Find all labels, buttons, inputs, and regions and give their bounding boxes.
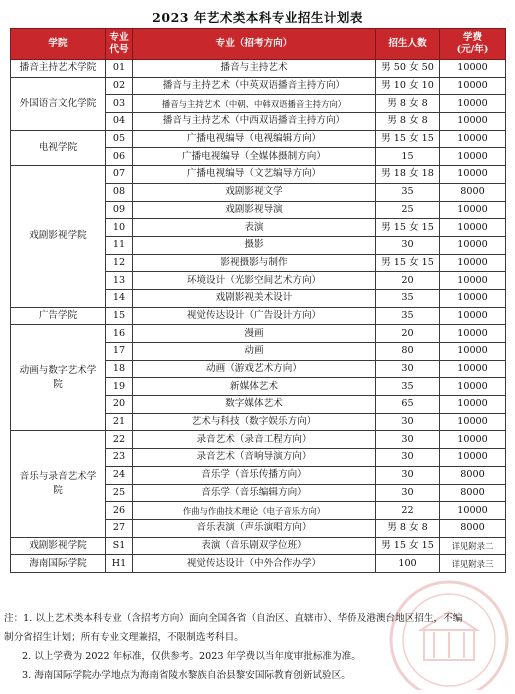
code-cell: 18: [106, 360, 133, 378]
fee-cell: 10000: [440, 113, 506, 131]
code-cell: 15: [106, 307, 133, 325]
code-cell: 23: [106, 449, 133, 467]
quota-cell: 30: [376, 360, 440, 378]
quota-cell: 男 15 女 15: [376, 130, 440, 148]
college-cell: 音乐与录音艺术学院: [11, 431, 106, 537]
fee-cell: 10000: [440, 219, 506, 237]
fee-cell: 10000: [440, 502, 506, 520]
quota-cell: 男 15 女 15: [376, 537, 440, 555]
major-cell: 新媒体艺术: [133, 378, 376, 396]
quota-cell: 20: [376, 272, 440, 290]
code-cell: 20: [106, 396, 133, 414]
college-cell: 动画与数字艺术学院: [11, 325, 106, 431]
table-row: [11, 60, 506, 78]
header-major: 专业（招考方向）: [133, 29, 376, 60]
fee-cell: 10000: [440, 77, 506, 95]
note-line: 制分省招生计划；所有专业文理兼招，不限制选考科目。: [4, 632, 244, 643]
college-cell: 电视学院: [11, 130, 106, 165]
code-cell: 19: [106, 378, 133, 396]
quota-cell: 35: [376, 307, 440, 325]
fee-cell: 8000: [440, 484, 506, 502]
major-cell: 录音艺术（录音工程方向）: [133, 431, 376, 449]
fee-cell: 10000: [440, 272, 506, 290]
fee-cell: 10000: [440, 201, 506, 219]
fee-cell: 10000: [440, 148, 506, 166]
college-cell: 播音主持艺术学院: [11, 60, 106, 78]
fee-cell: 10000: [440, 325, 506, 343]
fee-cell: 详见附录二: [440, 537, 506, 555]
code-cell: 13: [106, 272, 133, 290]
fee-cell: 10000: [440, 130, 506, 148]
major-cell: 漫画: [133, 325, 376, 343]
college-cell: 广告学院: [11, 307, 106, 325]
quota-cell: 25: [376, 201, 440, 219]
code-cell: 21: [106, 413, 133, 431]
table-row: [11, 537, 506, 555]
major-cell: 戏剧影视导演: [133, 201, 376, 219]
fee-cell: 10000: [440, 396, 506, 414]
quota-cell: 20: [376, 325, 440, 343]
quota-cell: 35: [376, 289, 440, 307]
fee-cell: 10000: [440, 449, 506, 467]
table-header-row: [11, 29, 506, 60]
fee-cell: 10000: [440, 254, 506, 272]
table-row: [11, 325, 506, 343]
quota-cell: 男 50 女 50: [376, 60, 440, 78]
quota-cell: 35: [376, 183, 440, 201]
quota-cell: 30: [376, 449, 440, 467]
major-cell: 作曲与作曲技术理论（电子音乐方向）: [133, 502, 376, 520]
code-cell: 27: [106, 519, 133, 537]
code-cell: 07: [106, 166, 133, 184]
major-cell: 戏剧影视美术设计: [133, 289, 376, 307]
header-quota: 招生人数: [376, 29, 440, 60]
major-cell: 录音艺术（音响导演方向）: [133, 449, 376, 467]
fee-cell: 8000: [440, 519, 506, 537]
fee-cell: 8000: [440, 183, 506, 201]
header-college: 学院: [11, 29, 106, 60]
major-cell: 表演: [133, 219, 376, 237]
quota-cell: 15: [376, 148, 440, 166]
code-cell: 16: [106, 325, 133, 343]
major-cell: 音乐学（音乐编辑方向）: [133, 484, 376, 502]
major-cell: 播音与主持艺术（中西双语播音主持方向）: [133, 113, 376, 131]
fee-cell: 10000: [440, 413, 506, 431]
quota-cell: 30: [376, 484, 440, 502]
code-cell: 25: [106, 484, 133, 502]
major-cell: 动画: [133, 343, 376, 361]
note-line: 2. 以上学费为 2022 年标准，仅供参考。2023 年学费以当年度审批标准为准。: [22, 651, 361, 662]
major-cell: 广播电视编导（文艺编导方向）: [133, 166, 376, 184]
table-row: [11, 166, 506, 184]
college-cell: 外国语言文化学院: [11, 77, 106, 130]
fee-cell: 详见附录三: [440, 555, 506, 573]
major-cell: 影视摄影与制作: [133, 254, 376, 272]
quota-cell: 30: [376, 236, 440, 254]
code-cell: 10: [106, 219, 133, 237]
quota-cell: 22: [376, 502, 440, 520]
code-cell: 14: [106, 289, 133, 307]
fee-cell: 10000: [440, 95, 506, 113]
code-cell: 09: [106, 201, 133, 219]
major-cell: 音乐表演（声乐演唱方向）: [133, 519, 376, 537]
quota-cell: 80: [376, 343, 440, 361]
enrollment-plan-table: [10, 28, 506, 573]
quota-cell: 30: [376, 413, 440, 431]
major-cell: 摄影: [133, 236, 376, 254]
table-row: [11, 77, 506, 95]
table-row: [11, 307, 506, 325]
code-cell: 02: [106, 77, 133, 95]
major-cell: 音乐学（音乐传播方向）: [133, 466, 376, 484]
code-cell: 17: [106, 343, 133, 361]
major-cell: 播音与主持艺术（中朝、中韩双语播音主持方向）: [133, 95, 376, 113]
code-cell: 11: [106, 236, 133, 254]
quota-cell: 35: [376, 378, 440, 396]
page-title: 2023 年艺术类本科专业招生计划表: [152, 10, 363, 25]
quota-cell: 男 18 女 18: [376, 166, 440, 184]
quota-cell: 65: [376, 396, 440, 414]
major-cell: 戏剧影视文学: [133, 183, 376, 201]
major-cell: 动画（游戏艺术方向）: [133, 360, 376, 378]
note-line: 注：1. 以上艺术类本科专业（含招考方向）面向全国各省（自治区、直辖市）、华侨及港澳台地区招生，不编: [4, 613, 463, 624]
quota-cell: 男 15 女 15: [376, 219, 440, 237]
quota-cell: 男 10 女 10: [376, 77, 440, 95]
major-cell: 播音与主持艺术: [133, 60, 376, 78]
major-cell: 广播电视编导（电视编辑方向）: [133, 130, 376, 148]
notes-section: [4, 609, 514, 685]
quota-cell: 30: [376, 466, 440, 484]
fee-cell: 10000: [440, 60, 506, 78]
header-fee: 学费 (元/年): [440, 29, 506, 60]
fee-cell: 10000: [440, 289, 506, 307]
code-cell: 12: [106, 254, 133, 272]
major-cell: 广播电视编导（全媒体摄制方向）: [133, 148, 376, 166]
major-cell: 数字媒体艺术: [133, 396, 376, 414]
code-cell: 22: [106, 431, 133, 449]
fee-cell: 8000: [440, 466, 506, 484]
code-cell: 03: [106, 95, 133, 113]
fee-cell: 10000: [440, 431, 506, 449]
major-cell: 艺术与科技（数字娱乐方向）: [133, 413, 376, 431]
quota-cell: 男 8 女 8: [376, 113, 440, 131]
note-line: 3. 海南国际学院办学地点为海南省陵水黎族自治县黎安国际教育创新试验区。: [22, 670, 351, 681]
code-cell: 01: [106, 60, 133, 78]
fee-cell: 10000: [440, 378, 506, 396]
fee-cell: 10000: [440, 343, 506, 361]
code-cell: 08: [106, 183, 133, 201]
code-cell: S1: [106, 537, 133, 555]
fee-cell: 10000: [440, 307, 506, 325]
quota-cell: 100: [376, 555, 440, 573]
major-cell: 视觉传达设计（广告设计方向）: [133, 307, 376, 325]
fee-cell: 10000: [440, 360, 506, 378]
code-cell: 05: [106, 130, 133, 148]
quota-cell: 男 15 女 15: [376, 254, 440, 272]
table-row: [11, 130, 506, 148]
code-cell: H1: [106, 555, 133, 573]
header-code: 专业 代号: [106, 29, 133, 60]
code-cell: 24: [106, 466, 133, 484]
quota-cell: 男 8 女 8: [376, 95, 440, 113]
major-cell: 视觉传达设计（中外合作办学）: [133, 555, 376, 573]
code-cell: 04: [106, 113, 133, 131]
code-cell: 06: [106, 148, 133, 166]
college-cell: 海南国际学院: [11, 555, 106, 573]
quota-cell: 男 8 女 8: [376, 519, 440, 537]
major-cell: 环境设计（光影空间艺术方向）: [133, 272, 376, 290]
quota-cell: 30: [376, 431, 440, 449]
major-cell: 表演（音乐剧双学位班）: [133, 537, 376, 555]
code-cell: 26: [106, 502, 133, 520]
college-cell: 戏剧影视学院: [11, 537, 106, 555]
fee-cell: 10000: [440, 236, 506, 254]
major-cell: 播音与主持艺术（中英双语播音主持方向）: [133, 77, 376, 95]
table-row: [11, 431, 506, 449]
fee-cell: 10000: [440, 166, 506, 184]
college-cell: 戏剧影视学院: [11, 166, 106, 308]
